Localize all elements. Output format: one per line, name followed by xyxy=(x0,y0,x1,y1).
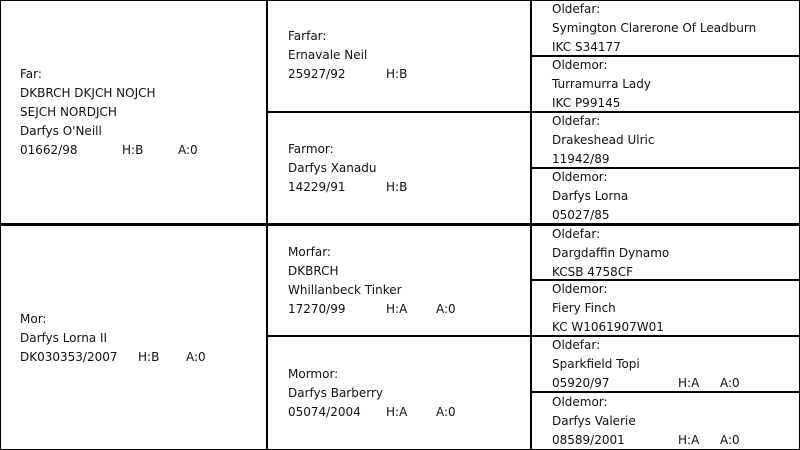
farmor-reg-row xyxy=(288,178,530,197)
sire-titles-line1: DKBRCH DKJCH NOJCH xyxy=(20,85,156,100)
gg-name: Darfys Valerie xyxy=(552,414,636,428)
morfar-reg: 17270/99 xyxy=(288,302,346,316)
farmor-cell xyxy=(268,113,530,223)
dam-cell xyxy=(0,226,266,450)
gg-name: Turramurra Lady xyxy=(552,76,651,91)
farmor-hip: H:B xyxy=(386,179,408,194)
farfar-cell xyxy=(268,0,530,110)
mormor-reg: 05074/2004 xyxy=(288,405,361,419)
gg-hip: H:A xyxy=(678,433,700,447)
morfar-name: Whillanbeck Tinker xyxy=(288,283,402,297)
gg-cell-6 xyxy=(532,281,800,335)
gg-reg: 08589/2001 xyxy=(552,433,625,447)
gg-label: Oldemor: xyxy=(552,169,608,184)
farmor-label: Farmor: xyxy=(288,141,334,156)
mormor-reg-row xyxy=(288,403,530,422)
morfar-cell xyxy=(268,226,530,336)
gg-label: Oldemor: xyxy=(552,395,608,409)
gg-reg: 11942/89 xyxy=(552,151,610,166)
farmor-name: Darfys Xanadu xyxy=(288,160,377,175)
gg-reg: IKC P99145 xyxy=(552,95,621,110)
gg-label: Oldefar: xyxy=(552,1,601,16)
mormor-hip: H:A xyxy=(386,405,408,419)
dam-label: Mor: xyxy=(20,311,47,326)
gg-reg: 05920/97 xyxy=(552,375,610,390)
gg-name: Sparkfield Topi xyxy=(552,356,640,371)
morfar-reg-row xyxy=(288,300,530,319)
farfar-hip: H:B xyxy=(386,66,408,81)
farfar-reg: 25927/92 xyxy=(288,66,346,81)
gg-cell-8 xyxy=(532,393,800,450)
sire-label: Far: xyxy=(20,66,42,81)
morfar-label: Morfar: xyxy=(288,245,331,259)
mormor-name: Darfys Barberry xyxy=(288,386,383,400)
gg-name: Dargdaffin Dynamo xyxy=(552,245,670,260)
gg-cell-4 xyxy=(532,169,800,223)
sire-elbow: A:0 xyxy=(178,142,198,157)
gg-label: Oldemor: xyxy=(552,57,608,72)
gg-label: Oldefar: xyxy=(552,113,601,128)
gg-label: Oldemor: xyxy=(552,281,608,296)
dam-elbow: A:0 xyxy=(186,349,206,364)
gg-elbow: A:0 xyxy=(720,375,740,390)
gg-label: Oldefar: xyxy=(552,337,601,352)
gg-cell-5 xyxy=(532,226,800,280)
sire-hip: H:B xyxy=(122,142,144,157)
gg-reg: 05027/85 xyxy=(552,207,610,222)
gg-name: Darfys Lorna xyxy=(552,188,629,203)
sire-titles-line2: SEJCH NORDJCH xyxy=(20,104,117,119)
farfar-name: Ernavale Neil xyxy=(288,47,368,62)
gg-name: Symington Clarerone Of Leadburn xyxy=(552,20,757,35)
gg-reg: KCSB 4758CF xyxy=(552,264,634,279)
mormor-label: Mormor: xyxy=(288,367,339,381)
gg-label: Oldefar: xyxy=(552,226,601,241)
dam-reg-row xyxy=(20,348,266,367)
sire-reg-row xyxy=(20,141,266,160)
morfar-hip: H:A xyxy=(386,302,408,316)
morfar-elbow: A:0 xyxy=(436,302,456,316)
gg-reg-row xyxy=(552,374,800,393)
sire-reg: 01662/98 xyxy=(20,142,78,157)
gg-hip: H:A xyxy=(678,375,700,390)
gg-cell-7 xyxy=(532,337,800,391)
dam-hip: H:B xyxy=(138,349,160,364)
farfar-label: Farfar: xyxy=(288,28,327,43)
dam-name: Darfys Lorna II xyxy=(20,330,108,345)
farfar-reg-row xyxy=(288,65,530,84)
mormor-cell xyxy=(268,337,530,450)
gg-name: Drakeshead Ulric xyxy=(552,132,655,147)
sire-name: Darfys O'Neill xyxy=(20,123,102,138)
gg-cell-1 xyxy=(532,1,800,55)
farmor-reg: 14229/91 xyxy=(288,179,346,194)
gg-reg-row xyxy=(552,431,800,450)
gg-name: Fiery Finch xyxy=(552,300,616,315)
dam-reg: DK030353/2007 xyxy=(20,349,118,364)
gg-cell-3 xyxy=(532,113,800,167)
gg-cell-2 xyxy=(532,57,800,111)
mormor-elbow: A:0 xyxy=(436,405,456,419)
gg-reg: KC W1061907W01 xyxy=(552,319,664,334)
morfar-title: DKBRCH xyxy=(288,264,339,278)
gg-elbow: A:0 xyxy=(720,433,740,447)
gg-reg: IKC S34177 xyxy=(552,39,621,54)
sire-cell xyxy=(0,0,266,224)
